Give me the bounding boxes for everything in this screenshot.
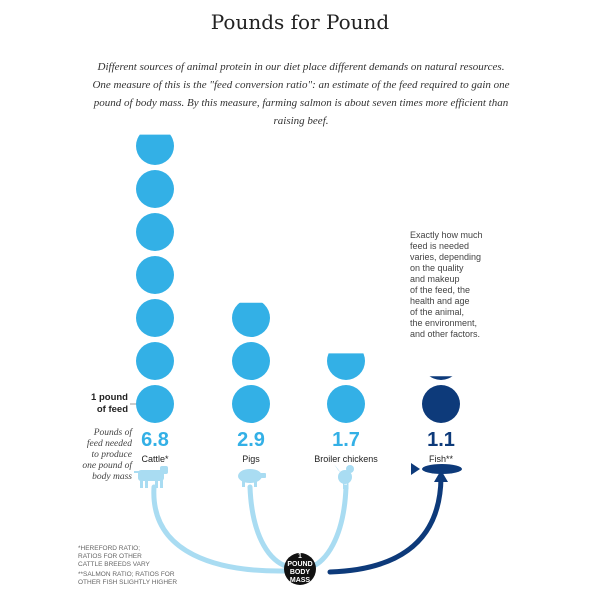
page-title: Pounds for Pound xyxy=(210,10,390,34)
footnote-line: OTHER FISH SLIGHTLY HIGHER xyxy=(78,579,178,586)
category-label-broiler-chickens: Broiler chickens xyxy=(314,454,378,464)
axis-note-line: to produce xyxy=(91,450,132,460)
feed-partial-circle-fish xyxy=(422,342,460,380)
side-note-line: of the feed, the xyxy=(410,285,471,295)
category-label-pigs: Pigs xyxy=(242,454,260,464)
category-label-cattle: Cattle* xyxy=(141,454,169,464)
side-note-line: of the animal, xyxy=(410,307,465,317)
axis-note-line: body mass xyxy=(92,472,132,482)
footnote-line: **SALMON RATIO; RATIOS FOR xyxy=(78,571,175,578)
ratio-label-cattle: 6.8 xyxy=(141,429,169,451)
center-label-line: 1 xyxy=(298,553,302,560)
ratio-label-broiler-chickens: 1.7 xyxy=(332,429,360,451)
center-label-line: BODY xyxy=(289,569,311,576)
ratio-label-pigs: 2.9 xyxy=(237,429,265,451)
feed-circle-cattle xyxy=(136,299,174,337)
feed-circle-cattle xyxy=(136,256,174,294)
side-note-line: on the quality xyxy=(410,263,464,273)
unit-label-line: 1 pound xyxy=(91,392,128,403)
feed-partial-circle-broiler-chickens xyxy=(327,342,365,380)
feed-partial-circle-pigs xyxy=(232,299,270,337)
footnote-line: *HEREFORD RATIO; xyxy=(78,545,140,552)
feed-circle-broiler-chickens xyxy=(327,385,365,423)
feed-circle-cattle xyxy=(136,213,174,251)
flow-arrow-chickens xyxy=(313,487,346,566)
category-label-fish: Fish** xyxy=(428,454,454,464)
footnote-line: RATIOS FOR OTHER xyxy=(78,553,142,560)
center-label-line: POUND xyxy=(287,561,313,568)
side-note-line: health and age xyxy=(410,296,470,306)
side-note-line: varies, depending xyxy=(410,252,482,262)
feed-partial-circle-cattle xyxy=(136,127,174,165)
flow-arrow-cattle xyxy=(154,487,285,571)
side-note-line: Exactly how much xyxy=(410,230,483,240)
axis-note-line: feed needed xyxy=(86,439,132,449)
fish-icon xyxy=(411,463,462,475)
feed-circle-cattle xyxy=(136,342,174,380)
intro-text: Different sources of animal protein in our diet place different demands on natural resources. One measure of this is the "feed conversion ratio": an estimate of the feed required to gain one pound of body mass. By this measure, farming salmon is about seven times more efficient than raising beef. xyxy=(92,61,510,127)
side-note-line: feed is needed xyxy=(410,241,470,251)
chicken-icon xyxy=(334,464,354,489)
unit-label-line: of feed xyxy=(96,404,128,415)
side-note-line: and other factors. xyxy=(410,329,481,339)
axis-note-line: one pound of xyxy=(82,461,132,471)
flow-arrow-pigs xyxy=(250,487,286,566)
feed-circle-fish xyxy=(422,385,460,423)
feed-circle-pigs xyxy=(232,342,270,380)
feed-circle-cattle xyxy=(136,385,174,423)
center-label-line: MASS xyxy=(289,577,311,584)
axis-note-line: Pounds of xyxy=(93,428,132,438)
feed-circle-pigs xyxy=(232,385,270,423)
cow-icon xyxy=(134,466,168,488)
footnote-line: CATTLE BREEDS VARY xyxy=(78,561,150,568)
side-note-line: and makeup xyxy=(410,274,460,284)
ratio-label-fish: 1.1 xyxy=(427,429,455,451)
side-note-line: the environment, xyxy=(410,318,478,328)
pig-icon xyxy=(238,469,266,487)
feed-circle-cattle xyxy=(136,170,174,208)
